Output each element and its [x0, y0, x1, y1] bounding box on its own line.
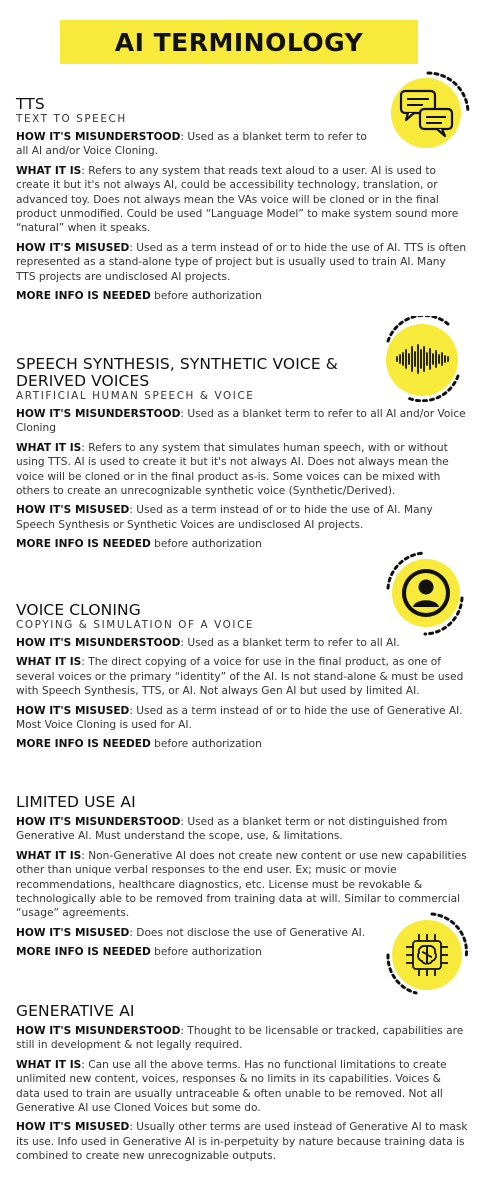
section-title: TTS [16, 95, 45, 113]
section-title: SPEECH SYNTHESIS, SYNTHETIC VOICE & DERIVED VOICES [16, 355, 338, 390]
more-info-paragraph: MORE INFO IS NEEDED before authorization [16, 290, 262, 303]
what-it-is-paragraph: WHAT IT IS: Can use all the above terms. Has no functional limitations to create unlimited new content, voices, responses & no limits in its capabilities. Voices & data used to train are usually untraceable & often unable to be removed. Not all Generative AI use Cloned Voices but some do. [16, 1058, 447, 1115]
section-title: GENERATIVE AI [16, 1002, 135, 1020]
what-it-is-paragraph: WHAT IT IS: Refers to any system that simulates human speech, with or without using TTS. AI is used to create it but it's not always AI. Does not always mean the voice will be cloned or in the final product as-is. Some voices can be mixed with others to create an unrecognizable synthetic voice (Synthetic/Derived). [16, 441, 449, 498]
section-voice-cloning [16, 602, 468, 757]
section-subtitle: COPYING & SIMULATION OF A VOICE [16, 619, 255, 631]
more-info-paragraph: MORE INFO IS NEEDED before authorization [16, 946, 262, 959]
misused-paragraph: HOW IT'S MISUSED: Does not disclose the use of Generative AI. [16, 926, 366, 939]
more-info-paragraph: MORE INFO IS NEEDED before authorization [16, 738, 262, 751]
what-it-is-paragraph: WHAT IT IS: Refers to any system that reads text aloud to a user. AI is used to create it but it's not always AI, could be accessibility technology, translation, or advanced toy. Does not always mean the VAs voice will be cloned or in the final product unmodified. Could be used “Language Model” to make system sound more “natural” when it speaks. [16, 164, 459, 235]
speech-bubbles-icon [398, 87, 456, 139]
icon-badge-tts [385, 70, 471, 156]
section-title: LIMITED USE AI [16, 793, 136, 811]
section-generative-ai [16, 1003, 468, 1169]
what-it-is-paragraph: WHAT IT IS: Non-Generative AI does not create new content or use new capabilities other than unique verbal responses to the end user. Ex; music or movie recommendations, healthcare diagnostics, etc. License must be revokable & technologically able to be removed from training data at will. Similar to commercial “usage” agreements. [16, 849, 467, 920]
misused-paragraph: HOW IT'S MISUSED: Used as a term instead of or to hide the use of Generative AI. Most Voice Cloning is used for AI. [16, 704, 463, 732]
section-limited-use-ai [16, 794, 468, 965]
what-it-is-paragraph: WHAT IT IS: The direct copying of a voice for use in the final product, as one of several voices or the primary “identity” of the AI. Is not stand-alone & must be used with Speech Synthesis, TTS, or AI. Not always Gen AI but used by limited AI. [16, 656, 464, 698]
page-title: AI TERMINOLOGY [114, 27, 364, 57]
title-banner [60, 20, 418, 64]
misunderstood-paragraph: HOW IT'S MISUNDERSTOOD: Used as a blanket term to refer to all AI and/or Voice Cloning. [16, 131, 367, 158]
more-info-paragraph: MORE INFO IS NEEDED before authorization [16, 538, 262, 551]
section-tts [16, 95, 467, 308]
misunderstood-paragraph: HOW IT'S MISUNDERSTOOD: Used as a blanket term to refer to all AI. [16, 637, 400, 649]
misused-paragraph: HOW IT'S MISUSED: Used as a term instead of or to hide the use of AI. TTS is often represented as a stand-alone type of project but is usually used to train AI. Many TTS projects are undisclosed AI projects. [16, 241, 467, 283]
misunderstood-paragraph: HOW IT'S MISUNDERSTOOD: Used as a blanket term to refer to all AI and/or Voice Cloning [16, 408, 466, 435]
section-title: VOICE CLONING [16, 601, 141, 619]
misunderstood-paragraph: HOW IT'S MISUNDERSTOOD: Thought to be licensable or tracked, capabilities are still in development & not legally required. [16, 1025, 464, 1052]
section-speech-synthesis [16, 356, 468, 557]
section-subtitle: ARTIFICIAL HUMAN SPEECH & VOICE [16, 390, 255, 402]
misused-paragraph: HOW IT'S MISUSED: Used as a term instead of or to hide the use of AI. Many Speech Synthesis or Synthetic Voices are undisclosed AI projects. [16, 504, 433, 531]
section-subtitle: TEXT TO SPEECH [16, 113, 127, 125]
misused-paragraph: HOW IT'S MISUSED: Usually other terms are used instead of Generative AI to mask its use. Info used in Generative AI is in-perpetuity by nature because training data is combined to create new unrecognizable outputs. [16, 1121, 468, 1163]
misunderstood-paragraph: HOW IT'S MISUNDERSTOOD: Used as a blanket term or not distinguished from Generative AI. Must understand the scope, use, & limitations. [16, 816, 448, 843]
